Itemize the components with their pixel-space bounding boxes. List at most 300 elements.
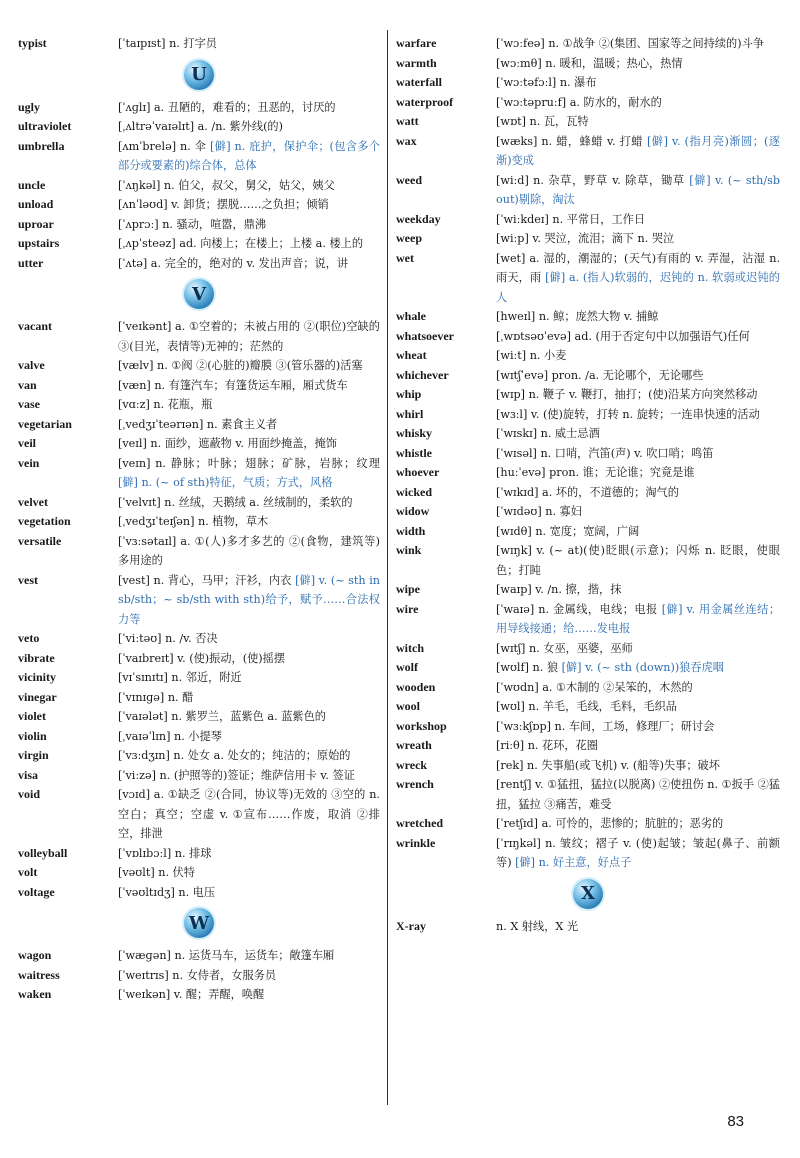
dictionary-entry	[396, 756, 780, 776]
dictionary-entry	[396, 463, 780, 483]
definition-text: [ˈweɪkən] v. 醒；弄醒，唤醒	[118, 988, 265, 1001]
rare-meaning: [僻] n. (~ of sth)特征，气质；方式，风格	[118, 476, 333, 489]
dictionary-entry	[396, 424, 780, 444]
dictionary-entry	[396, 385, 780, 405]
headword: vest	[18, 572, 38, 587]
definition	[118, 512, 380, 532]
headword: ultraviolet	[18, 119, 72, 133]
definition-text: [wæks] n. 蜡，蜂蜡 v. 打蜡	[496, 134, 643, 148]
dictionary-entry	[18, 785, 380, 844]
definition-text: [wiːd] n. 杂草，野草 v. 除草，锄草	[496, 173, 685, 187]
definition	[118, 215, 380, 235]
letter-badge-icon: W	[184, 908, 214, 938]
dictionary-entry	[18, 434, 380, 454]
definition-text: [ˌvedʒɪˈteɪʃən] n. 植物，草木	[118, 515, 269, 528]
definition	[118, 532, 380, 571]
letter-badge-icon: X	[573, 879, 603, 909]
headword: vegetation	[18, 514, 71, 528]
definition	[496, 834, 780, 873]
definition	[496, 600, 780, 639]
definition-text: [ˈveɪkənt] a. ①空着的；未被占用的 ②(职位)空缺的 ③(目光，表情等)无神的；茫然的	[118, 320, 380, 353]
definition	[496, 424, 780, 444]
definition-text: [ˈvəʊltɪdʒ] n. 电压	[118, 885, 216, 899]
definition	[118, 946, 380, 966]
definition	[118, 746, 380, 766]
dictionary-entry	[18, 137, 380, 176]
headword: wool	[396, 699, 420, 713]
rare-meaning: [僻] v. 用金属丝连结；用导线接通；给……发电报	[496, 602, 781, 635]
headword: wheat	[396, 348, 427, 362]
headword: vibrate	[18, 650, 55, 665]
definition-text: n. X 射线，X 光	[496, 919, 579, 933]
letter-badge-icon: V	[184, 279, 214, 309]
headword: watt	[396, 114, 419, 128]
definition-text: [ʌmˈbrelə] n. 伞	[118, 139, 207, 153]
definition	[496, 502, 780, 522]
headword: typist	[18, 36, 47, 50]
definition	[118, 966, 380, 986]
headword: volt	[18, 865, 38, 879]
definition	[496, 444, 780, 464]
definition	[496, 580, 780, 600]
headword: whip	[396, 387, 422, 401]
dictionary-entry	[396, 307, 780, 327]
section-letter-u	[18, 56, 380, 94]
definition-text: [wɔːmθ] n. 暖和，温暖；热心，热情	[496, 56, 683, 70]
dictionary-entry	[396, 522, 780, 542]
definition-text: [veɪl] n. 面纱，遮蔽物 v. 用面纱掩盖，掩饰	[118, 437, 337, 450]
definition-text: [huːˈevə] pron. 谁；无论谁；究竟是谁	[496, 466, 695, 479]
headword: violin	[18, 728, 47, 743]
headword: vase	[18, 397, 40, 411]
dictionary-entry	[18, 863, 380, 883]
rare-meaning: [僻] v. (~ sth in sb/sth；~ sb/sth with sth)给予，赋予……合法权力等	[118, 573, 380, 626]
definition-text: [ˈʌtə] a. 完全的，绝对的 v. 发出声音；说，讲	[118, 256, 349, 270]
dictionary-entry	[18, 98, 380, 118]
definition-text: [rek] n. 失事船(或飞机) v. (船等)失事；破坏	[496, 758, 720, 772]
headword: upstairs	[18, 236, 60, 250]
dictionary-entry	[18, 117, 380, 137]
headword: vacant	[18, 319, 52, 333]
definition	[496, 775, 780, 814]
definition-text: [ˈwɪsəl] n. 口哨，汽笛(声) v. 吹口哨；鸣笛	[496, 446, 714, 460]
definition-text: [ˈvelvɪt] n. 丝绒，天鹅绒 a. 丝绒制的，柔软的	[118, 495, 353, 509]
definition-text: [vest] n. 背心，马甲；汗衫，内衣	[118, 573, 292, 587]
definition-text: [ˈwɪkɪd] a. 坏的，不道德的；淘气的	[496, 485, 679, 499]
definition	[496, 307, 780, 327]
dictionary-entry	[396, 502, 780, 522]
definition-text: [ˈwiːkdeɪ] n. 平常日，工作日	[496, 212, 646, 226]
definition	[118, 415, 380, 435]
dictionary-entry	[396, 639, 780, 659]
dictionary-entry	[18, 195, 380, 215]
definition-text: [ˈviːzə] n. (护照等的)签证；维萨信用卡 v. 签证	[118, 768, 355, 782]
dictionary-entry	[396, 366, 780, 386]
definition-text: [wʊlf] n. 狼	[496, 661, 559, 674]
headword: umbrella	[18, 138, 65, 153]
definition-text: [vɔɪd] a. ①缺乏 ②(合同，协议等)无效的 ③空的 n. 空白；真空；空虚 v. ①宣布……作废，取消 ②排空，排泄	[118, 788, 380, 840]
dictionary-entry	[18, 356, 380, 376]
definition-text: [ˈwɪskɪ] n. 威士忌酒	[496, 427, 600, 440]
definition	[118, 863, 380, 883]
definition	[118, 454, 380, 493]
definition-text: [wɜːl] v. (使)旋转，打转 n. 旋转；一连串快速的活动	[496, 407, 760, 421]
definition-text: [wɪdθ] n. 宽度；宽阔，广阔	[496, 524, 640, 538]
definition	[118, 254, 380, 274]
definition-text: [ˈtaɪpɪst] n. 打字员	[118, 37, 217, 50]
dictionary-entry	[18, 376, 380, 396]
dictionary-entry	[18, 415, 380, 435]
definition-text: [ˈvɜːsətaɪl] a. ①(人)多才多艺的 ②(食物，建筑等)多用途的	[118, 534, 380, 567]
headword: wolf	[396, 660, 418, 674]
definition	[496, 736, 780, 756]
headword: valve	[18, 358, 45, 372]
dictionary-entry	[396, 483, 780, 503]
definition	[496, 522, 780, 542]
headword: veil	[18, 436, 36, 450]
dictionary-entry	[396, 73, 780, 93]
dictionary-entry	[396, 444, 780, 464]
headword: vicinity	[18, 670, 56, 684]
definition	[496, 541, 780, 580]
definition-text: [wiːp] v. 哭泣，流泪；滴下 n. 哭泣	[496, 232, 675, 245]
definition-text: [ˈwɔːtəpruːf] a. 防水的，耐水的	[496, 95, 662, 109]
headword: whale	[396, 309, 426, 323]
definition-text: [wʊl] n. 羊毛，毛线，毛料，毛织品	[496, 700, 677, 713]
definition-text: [vəʊlt] n. 伏特	[118, 866, 195, 879]
definition	[118, 376, 380, 396]
rare-meaning: [僻] a. (指人)软弱的，迟钝的 n. 软弱或迟钝的人	[496, 271, 780, 304]
headword: wink	[396, 543, 422, 557]
definition-text: [ˈvaɪbreɪt] v. (使)振动，(使)摇摆	[118, 651, 286, 665]
definition	[118, 176, 380, 196]
dictionary-entry	[396, 736, 780, 756]
definition	[496, 814, 780, 834]
headword: van	[18, 377, 37, 392]
headword: uncle	[18, 177, 46, 192]
definition-text: [rentʃ] v. ①猛扭，猛拉(以脱离) ②使扭伤 n. ①扳手 ②猛扭，猛拉 ③痛苦，难受	[496, 778, 780, 811]
headword: wire	[396, 601, 419, 616]
dictionary-entry	[18, 727, 380, 747]
rare-meaning: [僻] n. 庇护，保护伞；(包含多个部分或要素的)综合体，总体	[118, 139, 381, 172]
headword: warmth	[396, 55, 437, 70]
dictionary-entry	[18, 844, 380, 864]
headword: versatile	[18, 533, 62, 548]
definition-text: [wɪp] n. 鞭子 v. 鞭打，抽打；(使)沿某方向突然移动	[496, 388, 758, 401]
dictionary-entry	[18, 395, 380, 415]
definition	[118, 785, 380, 844]
definition-text: [ˈretʃɪd] a. 可怜的，悲惨的；肮脏的；恶劣的	[496, 817, 724, 830]
dictionary-entry	[18, 176, 380, 196]
dictionary-entry	[18, 707, 380, 727]
definition-text: [ˌvaɪəˈlɪn] n. 小提琴	[118, 729, 222, 743]
dictionary-entry	[396, 210, 780, 230]
headword: vegetarian	[18, 416, 72, 431]
definition	[118, 434, 380, 454]
headword: whistle	[396, 445, 432, 460]
rare-meaning: [僻] v. (指月亮)渐圆；(逐渐)变成	[496, 134, 780, 167]
definition	[118, 668, 380, 688]
headword: volleyball	[18, 845, 68, 860]
dictionary-entry	[396, 775, 780, 814]
dictionary-entry	[18, 966, 380, 986]
headword: void	[18, 787, 41, 801]
definition-text: [wɪŋk] v. (~ at)(使)眨眼(示意)；闪烁 n. 眨眼，使眼色；打盹	[496, 544, 780, 577]
definition-text: [veɪn] n. 静脉；叶脉；翅脉；矿脉，岩脉；纹理	[118, 456, 380, 470]
headword: utter	[18, 255, 44, 270]
definition-text: [wiːt] n. 小麦	[496, 349, 567, 362]
headword: wicked	[396, 484, 432, 499]
dictionary-entry	[396, 834, 780, 873]
definition-text: [wɪtʃ] n. 女巫，巫婆，巫师	[496, 641, 633, 655]
headword: waken	[18, 987, 52, 1001]
rare-meaning: [僻] v. (~ sth/sb out)剔除，淘汰	[496, 173, 780, 206]
dictionary-entry	[396, 327, 780, 347]
dictionary-entry	[18, 532, 380, 571]
column-divider	[387, 30, 388, 1105]
rare-meaning: [僻] v. (~ sth (down))狼吞虎咽	[561, 661, 724, 674]
dictionary-entry	[18, 34, 380, 54]
definition	[496, 385, 780, 405]
definition-text: [wɪtʃˈevə] pron. /a. 无论哪个，无论哪些	[496, 368, 704, 382]
definition-text: [waɪp] v. /n. 擦，揩，抹	[496, 583, 622, 596]
page-number: 83	[727, 1113, 744, 1130]
headword: widow	[396, 504, 430, 518]
dictionary-entry	[396, 541, 780, 580]
headword: whisky	[396, 426, 433, 440]
definition-text: [ˈwɪdəʊ] n. 寡妇	[496, 505, 582, 518]
dictionary-entry	[396, 717, 780, 737]
definition-text: [ˈwʊdn] a. ①木制的 ②呆笨的，木然的	[496, 680, 693, 694]
headword: waterfall	[396, 75, 442, 89]
definition	[118, 844, 380, 864]
definition-text: [ˈweɪtrɪs] n. 女侍者，女服务员	[118, 968, 277, 982]
dictionary-entry	[18, 766, 380, 786]
definition-text: [ˈwɔːtəfɔːl] n. 瀑布	[496, 76, 597, 89]
dictionary-entry	[18, 746, 380, 766]
definition-text: [ˌvedʒɪˈteərɪən] n. 素食主义者	[118, 417, 278, 431]
dictionary-entry	[396, 678, 780, 698]
definition	[496, 73, 780, 93]
definition	[118, 883, 380, 903]
definition	[118, 137, 380, 176]
definition-text: [ˈwɔːfeə] n. ①战争 ②(集团、国家等之间持续的)斗争	[496, 37, 764, 50]
definition	[496, 366, 780, 386]
definition	[118, 571, 380, 630]
definition-text: [ʌnˈləʊd] v. 卸货；摆脱……之负担；倾销	[118, 198, 329, 211]
dictionary-entry	[396, 249, 780, 308]
dictionary-entry	[396, 697, 780, 717]
dictionary-entry	[18, 234, 380, 254]
definition-text: [ˈvaɪələt] n. 紫罗兰，蓝紫色 a. 蓝紫色的	[118, 710, 326, 723]
definition	[118, 493, 380, 513]
headword: whirl	[396, 406, 424, 421]
definition	[118, 356, 380, 376]
definition-text: [ˈʌɡlɪ] a. 丑陋的，难看的；丑恶的，讨厌的	[118, 100, 336, 114]
definition	[496, 54, 780, 74]
definition	[118, 98, 380, 118]
definition	[496, 405, 780, 425]
headword: X-ray	[396, 918, 426, 933]
definition-text: [hweɪl] n. 鲸；庞然大物 v. 捕鲸	[496, 310, 659, 323]
headword: wreck	[396, 757, 428, 772]
definition	[118, 766, 380, 786]
headword: wrinkle	[396, 835, 436, 850]
definition	[496, 346, 780, 366]
definition-text: [ˌwɒtsəʊˈevə] ad. (用于否定句中以加强语气)任何	[496, 329, 750, 343]
definition-text: [ˌʌltrəˈvaɪəlɪt] a. /n. 紫外线(的)	[118, 120, 283, 133]
headword: waterproof	[396, 94, 454, 109]
definition-text: [ˌʌpˈsteəz] ad. 向楼上；在楼上；上楼 a. 楼上的	[118, 237, 364, 250]
definition	[496, 463, 780, 483]
dictionary-entry	[18, 985, 380, 1005]
dictionary-entry	[18, 649, 380, 669]
definition	[118, 117, 380, 137]
left-column	[18, 34, 380, 1005]
definition	[496, 132, 780, 171]
headword: warfare	[396, 36, 437, 50]
definition	[118, 395, 380, 415]
definition-text: [ˈviːtəʊ] n. /v. 否决	[118, 632, 218, 645]
rare-meaning: [僻] n. 好主意，好点子	[515, 856, 632, 869]
definition-text: [ˈvɒlɪbɔːl] n. 排球	[118, 846, 212, 860]
dictionary-entry	[18, 215, 380, 235]
definition	[496, 210, 780, 230]
definition-text: [ˈʌprɔː] n. 骚动，喧嚣，鼎沸	[118, 217, 267, 231]
dictionary-entry	[396, 171, 780, 210]
dictionary-entry	[18, 571, 380, 630]
definition	[118, 649, 380, 669]
dictionary-entry	[18, 688, 380, 708]
dictionary-entry	[18, 317, 380, 356]
definition	[118, 629, 380, 649]
definition-text: [vɪˈsɪnɪtɪ] n. 邻近，附近	[118, 671, 242, 684]
dictionary-entry	[396, 54, 780, 74]
dictionary-entry	[396, 600, 780, 639]
headword: width	[396, 523, 426, 538]
definition	[118, 727, 380, 747]
definition	[496, 717, 780, 737]
definition-text: [vɑːz] n. 花瓶，瓶	[118, 398, 213, 411]
headword: workshop	[396, 718, 447, 733]
section-letter-x	[396, 875, 780, 913]
definition-text: [ˈvɜːdʒɪn] n. 处女 a. 处女的；纯洁的；原始的	[118, 749, 351, 762]
definition	[118, 985, 380, 1005]
definition-text: [ˈwɜːkʃɒp] n. 车间，工场，修理厂；研讨会	[496, 719, 715, 733]
dictionary-entry	[18, 254, 380, 274]
definition	[496, 93, 780, 113]
dictionary-entry	[396, 580, 780, 600]
headword: violet	[18, 709, 46, 723]
definition	[496, 483, 780, 503]
definition	[496, 756, 780, 776]
headword: whichever	[396, 367, 449, 382]
definition-text: [ˈwæɡən] n. 运货马车，运货车；敞篷车厢	[118, 949, 335, 962]
headword: wooden	[396, 679, 436, 694]
definition	[496, 639, 780, 659]
definition	[118, 195, 380, 215]
definition	[496, 917, 780, 937]
dictionary-entry	[18, 883, 380, 903]
headword: weekday	[396, 211, 441, 226]
headword: weed	[396, 172, 422, 187]
dictionary-entry	[396, 132, 780, 171]
headword: weep	[396, 231, 422, 245]
headword: wrench	[396, 777, 434, 791]
definition-text: [vælv] n. ①阀 ②(心脏的)瓣膜 ③(管乐器的)活塞	[118, 359, 363, 372]
headword: visa	[18, 767, 39, 782]
headword: vinegar	[18, 689, 57, 704]
dictionary-entry	[18, 493, 380, 513]
headword: whoever	[396, 465, 440, 479]
dictionary-entry	[396, 405, 780, 425]
definition	[496, 34, 780, 54]
section-letter-w	[18, 904, 380, 942]
headword: vein	[18, 455, 40, 470]
definition	[496, 658, 780, 678]
definition-text: [ˈvɪnɪɡə] n. 醋	[118, 690, 194, 704]
headword: velvet	[18, 494, 48, 509]
definition	[118, 688, 380, 708]
definition	[118, 707, 380, 727]
headword: wax	[396, 133, 417, 148]
dictionary-entry	[396, 112, 780, 132]
definition	[496, 678, 780, 698]
headword: veto	[18, 631, 40, 645]
headword: uproar	[18, 216, 54, 231]
definition-text: [ˈrɪŋkəl] n. 皱纹；褶子 v. (使)起皱；皱起(鼻子、前额等)	[496, 836, 780, 869]
headword: wagon	[18, 948, 52, 962]
headword: ugly	[18, 99, 41, 114]
headword: witch	[396, 640, 424, 655]
definition	[496, 697, 780, 717]
definition-text: [wɒt] n. 瓦，瓦特	[496, 115, 589, 128]
section-letter-v	[18, 275, 380, 313]
dictionary-entry	[396, 658, 780, 678]
dictionary-entry	[18, 512, 380, 532]
definition	[496, 249, 780, 308]
headword: wipe	[396, 582, 420, 596]
dictionary-entry	[396, 346, 780, 366]
definition-text: [riːθ] n. 花环，花圈	[496, 739, 598, 752]
headword: wreath	[396, 738, 432, 752]
dictionary-entry	[396, 917, 780, 937]
definition	[496, 229, 780, 249]
letter-badge-icon: U	[184, 60, 214, 90]
dictionary-entry	[396, 229, 780, 249]
definition	[496, 327, 780, 347]
definition	[496, 171, 780, 210]
headword: wet	[396, 250, 414, 265]
definition	[118, 234, 380, 254]
dictionary-entry	[396, 34, 780, 54]
definition-text: [ˈʌŋkəl] n. 伯父，叔父，舅父，姑父，姨父	[118, 178, 335, 192]
right-column	[396, 34, 780, 936]
headword: virgin	[18, 748, 49, 762]
headword: whatsoever	[396, 328, 454, 343]
headword: wretched	[396, 816, 444, 830]
definition-text: [wet] a. 湿的，潮湿的；(天气)有雨的 v. 弄湿，沾湿 n. 雨天，雨	[496, 251, 780, 284]
dictionary-entry	[18, 454, 380, 493]
definition	[118, 34, 380, 54]
dictionary-entry	[396, 93, 780, 113]
definition-text: [væn] n. 有篷汽车；有篷货运车厢，厢式货车	[118, 378, 348, 392]
headword: voltage	[18, 884, 55, 899]
headword: waitress	[18, 967, 60, 982]
headword: unload	[18, 197, 54, 211]
dictionary-entry	[396, 814, 780, 834]
dictionary-entry	[18, 668, 380, 688]
